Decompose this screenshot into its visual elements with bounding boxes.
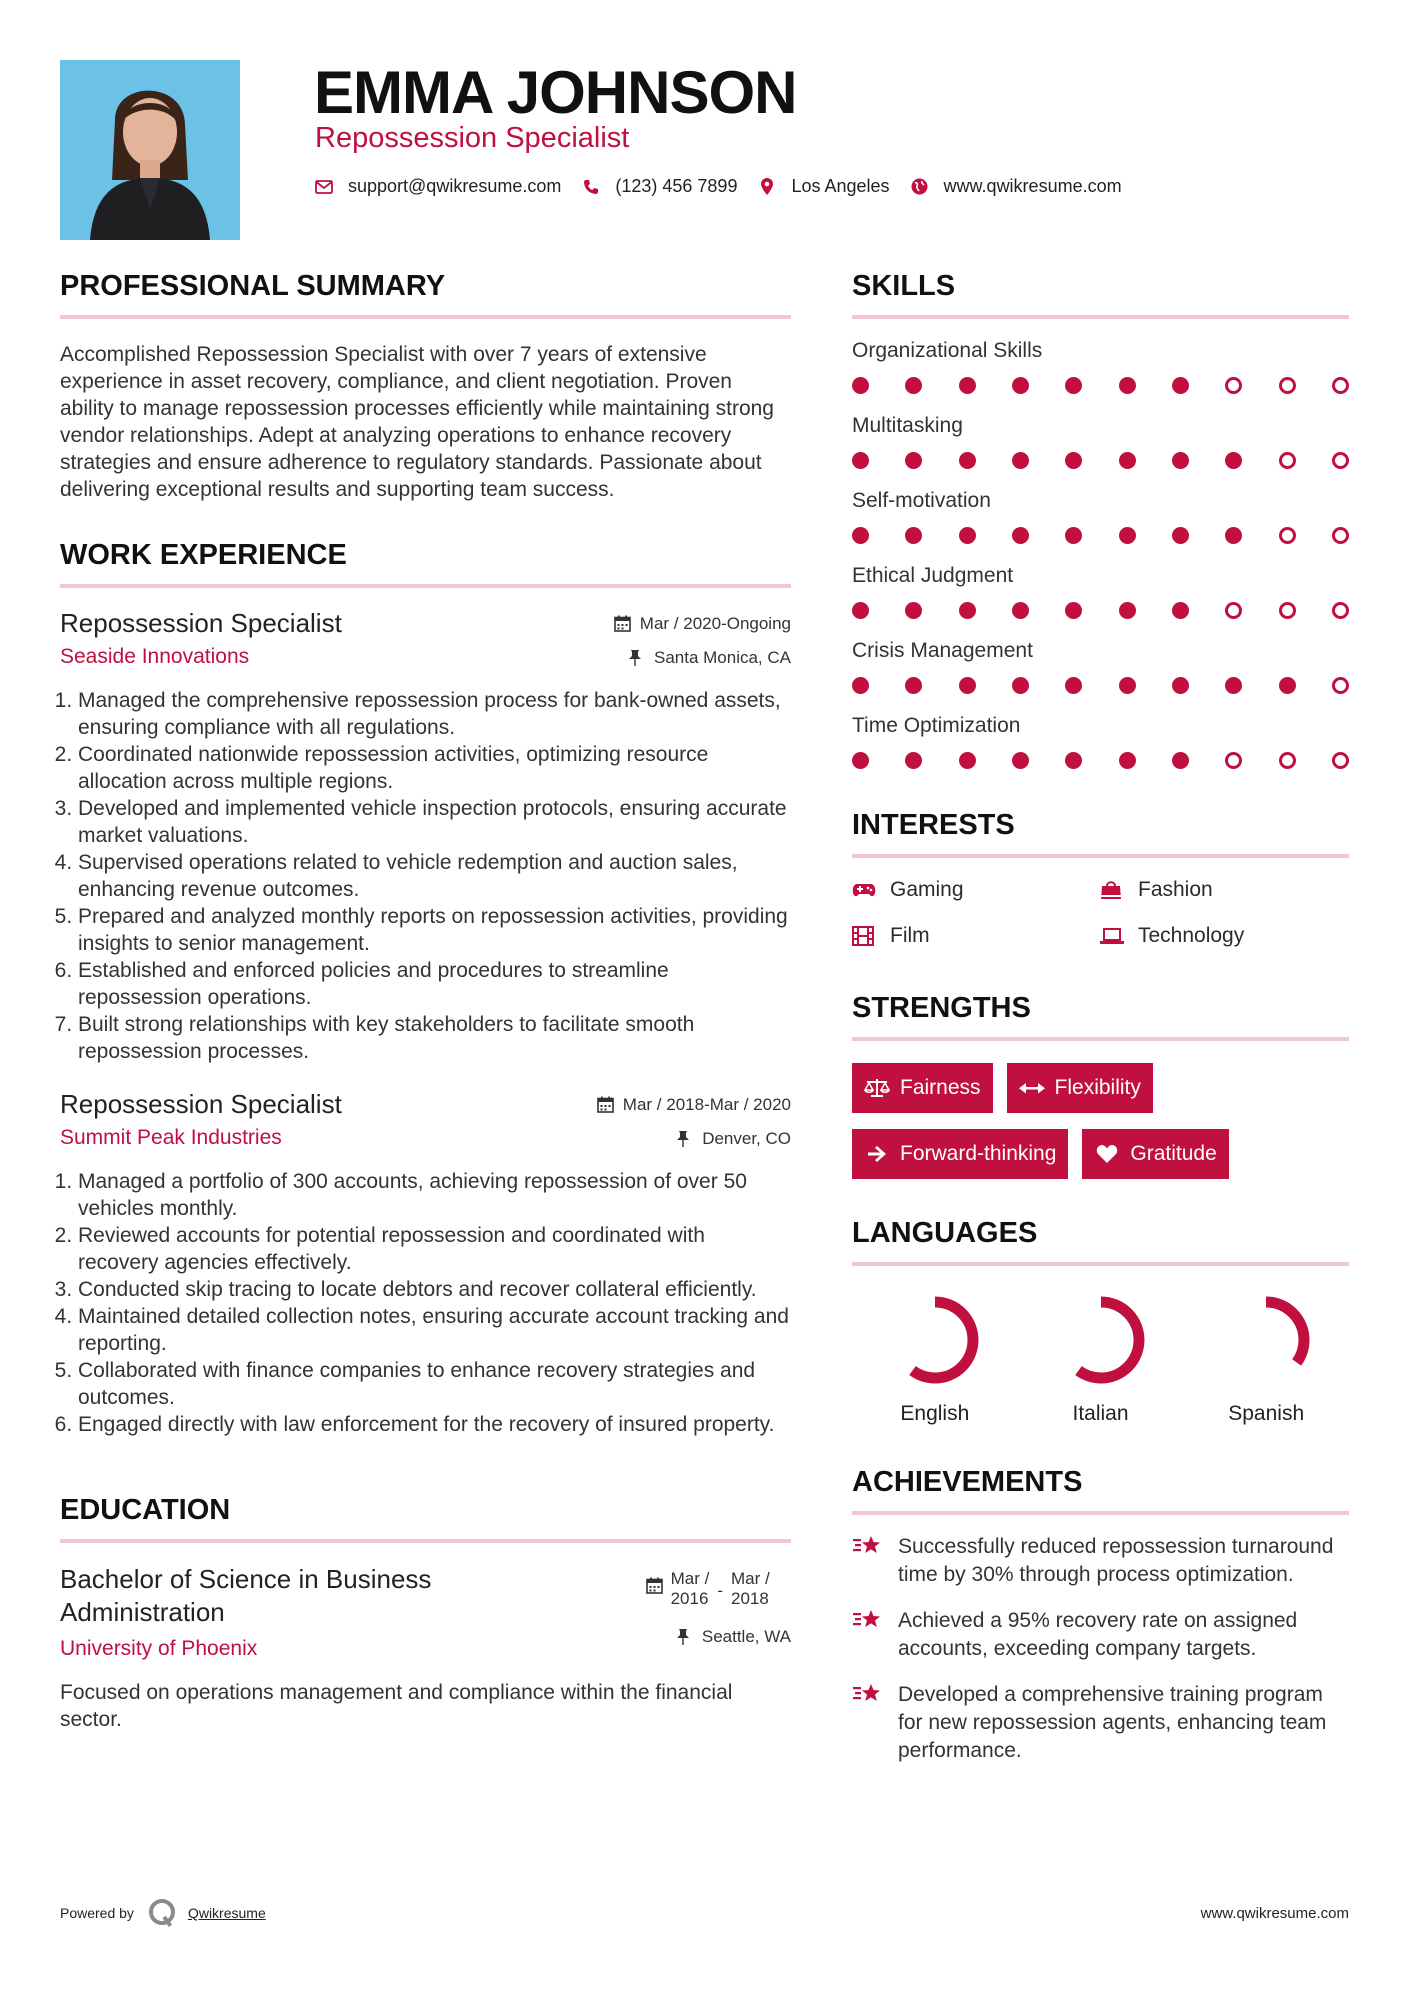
duty-item: 4. Maintained detailed collection notes, ensuring accurate account tracking and reporting. — [78, 1303, 791, 1357]
school-name: University of Phoenix — [60, 1637, 258, 1660]
rating-dot-filled — [959, 377, 976, 394]
rating-dot-filled — [852, 377, 869, 394]
scale-icon — [864, 1077, 890, 1099]
rating-dot-filled — [1119, 677, 1136, 694]
rating-dot-filled — [905, 377, 922, 394]
footer-powered-by — [60, 1898, 266, 1928]
rating-dot-filled — [905, 752, 922, 769]
rating-dot-empty — [1225, 602, 1242, 619]
contact-phone[interactable] — [581, 176, 737, 197]
candidate-name: EMMA JOHNSON — [314, 59, 797, 126]
rating-dot-filled — [852, 527, 869, 544]
strength-tag — [852, 1063, 993, 1113]
duty-item: 5. Collaborated with finance companies to enhance recovery strategies and outcomes. — [78, 1357, 791, 1411]
shooting-star-icon — [852, 1681, 884, 1709]
interest-label: Fashion — [1138, 878, 1213, 901]
calendar-icon — [646, 1577, 663, 1599]
skill-rating — [852, 677, 1349, 694]
skill-name: Time Optimization — [852, 714, 1021, 737]
language-name: English — [900, 1402, 970, 1425]
profile-photo — [60, 60, 240, 240]
skill-name: Self-motivation — [852, 489, 991, 512]
calendar-icon — [597, 1096, 615, 1114]
achievement-item — [852, 1533, 1349, 1589]
rating-dot-filled — [1119, 527, 1136, 544]
pushpin-icon — [676, 1628, 694, 1646]
duty-item: 3. Developed and implemented vehicle inspection protocols, ensuring accurate market valuations. — [78, 795, 791, 849]
duty-item: 1. Managed a portfolio of 300 accounts, achieving repossession of over 50 vehicles monthly. — [78, 1168, 791, 1222]
rating-dot-filled — [1065, 602, 1082, 619]
pushpin-icon — [628, 649, 646, 667]
rating-dot-filled — [905, 602, 922, 619]
edu-date-separator: - — [717, 1581, 723, 1600]
language-level-arc — [1228, 1302, 1304, 1378]
job-duties — [60, 687, 791, 1065]
interest-label: Gaming — [890, 878, 964, 901]
skill-item — [852, 414, 1349, 469]
rating-dot-filled — [1172, 452, 1189, 469]
rating-dot-filled — [1065, 377, 1082, 394]
languages-list — [852, 1290, 1349, 1426]
achievement-item — [852, 1681, 1349, 1765]
skill-item — [852, 564, 1349, 619]
rating-dot-filled — [959, 677, 976, 694]
contact-website[interactable] — [910, 176, 1122, 197]
contact-email[interactable] — [314, 176, 561, 197]
rating-dot-filled — [852, 452, 869, 469]
strength-label: Forward-thinking — [900, 1142, 1057, 1165]
skill-rating — [852, 752, 1349, 769]
achievement-text: Developed a comprehensive training program for new repossession agents, enhancing team performance. — [898, 1683, 1327, 1762]
phone-text: (123) 456 7899 — [615, 176, 738, 196]
achievements-list — [852, 1533, 1349, 1765]
rating-dot-empty — [1279, 527, 1296, 544]
achievement-item — [852, 1607, 1349, 1663]
job-dates: Mar / 2020-Ongoing — [639, 614, 791, 633]
rating-dot-empty — [1332, 452, 1349, 469]
achievements-heading: ACHIEVEMENTS — [852, 1466, 1349, 1515]
rating-dot-filled — [959, 527, 976, 544]
rating-dot-filled — [1012, 677, 1029, 694]
rating-dot-filled — [1172, 677, 1189, 694]
footer-site[interactable]: www.qwikresume.com — [1200, 1905, 1349, 1922]
skill-item — [852, 639, 1349, 694]
rating-dot-filled — [905, 677, 922, 694]
rating-dot-filled — [1012, 602, 1029, 619]
brand-link[interactable]: Qwikresume — [187, 1905, 266, 1921]
gamepad-icon — [852, 879, 878, 901]
language-item — [1018, 1290, 1184, 1426]
arrow-right-icon — [864, 1143, 890, 1165]
rating-dot-filled — [1012, 377, 1029, 394]
strength-tag — [1007, 1063, 1153, 1113]
job-entry — [60, 608, 791, 1065]
rating-dot-empty — [1332, 677, 1349, 694]
rating-dot-empty — [1332, 752, 1349, 769]
phone-icon — [581, 177, 601, 197]
shooting-star-icon — [852, 1533, 884, 1561]
rating-dot-empty — [1279, 752, 1296, 769]
language-name: Italian — [1072, 1402, 1129, 1425]
job-dates: Mar / 2018-Mar / 2020 — [622, 1095, 791, 1114]
duty-item: 6. Engaged directly with law enforcement for the recovery of insured property. — [78, 1411, 791, 1438]
film-icon — [852, 925, 878, 947]
shopping-bag-icon — [1100, 879, 1126, 901]
job-title: Repossession Specialist — [60, 1089, 342, 1119]
rating-dot-filled — [1119, 752, 1136, 769]
duty-item: 7. Built strong relationships with key stakeholders to facilitate smooth repossession processes. — [78, 1011, 791, 1065]
job-entry — [60, 1089, 791, 1438]
skill-item — [852, 339, 1349, 394]
language-level-ring — [1051, 1290, 1151, 1390]
skill-rating — [852, 602, 1349, 619]
rating-dot-empty — [1332, 602, 1349, 619]
rating-dot-filled — [1119, 452, 1136, 469]
language-item — [852, 1290, 1018, 1426]
strength-tag — [852, 1129, 1068, 1179]
duty-item: 5. Prepared and analyzed monthly reports on repossession activities, providing insights to senior management. — [78, 903, 791, 957]
skill-name: Ethical Judgment — [852, 564, 1014, 587]
experience-heading: WORK EXPERIENCE — [60, 539, 791, 588]
rating-dot-empty — [1332, 377, 1349, 394]
achievement-text: Achieved a 95% recovery rate on assigned accounts, exceeding company targets. — [898, 1609, 1298, 1660]
shooting-star-icon — [852, 1607, 884, 1635]
language-level-arc — [897, 1302, 973, 1378]
interest-item — [1100, 878, 1349, 902]
rating-dot-filled — [959, 602, 976, 619]
rating-dot-filled — [1172, 527, 1189, 544]
duty-item: 2. Coordinated nationwide repossession activities, optimizing resource allocation across multiple regions. — [78, 741, 791, 795]
rating-dot-filled — [1172, 377, 1189, 394]
language-name: Spanish — [1228, 1402, 1305, 1425]
strengths-list — [852, 1063, 1349, 1179]
achievement-text: Successfully reduced repossession turnaround time by 30% through process optimization. — [898, 1535, 1334, 1586]
interest-label: Film — [890, 924, 930, 947]
rating-dot-empty — [1332, 527, 1349, 544]
calendar-icon — [614, 615, 632, 633]
rating-dot-filled — [852, 752, 869, 769]
skill-name: Crisis Management — [852, 639, 1033, 662]
website-text: www.qwikresume.com — [943, 176, 1122, 196]
rating-dot-empty — [1225, 377, 1242, 394]
rating-dot-empty — [1279, 377, 1296, 394]
candidate-role: Repossession Specialist — [315, 122, 630, 154]
rating-dot-filled — [1012, 752, 1029, 769]
strength-label: Flexibility — [1054, 1076, 1141, 1099]
rating-dot-filled — [959, 752, 976, 769]
rating-dot-filled — [959, 452, 976, 469]
strengths-heading: STRENGTHS — [852, 992, 1349, 1041]
rating-dot-filled — [1119, 377, 1136, 394]
interests-list — [852, 878, 1349, 948]
contact-location — [757, 176, 889, 197]
skill-rating — [852, 452, 1349, 469]
skills-heading: SKILLS — [852, 270, 1349, 319]
rating-dot-filled — [1065, 452, 1082, 469]
education-heading: EDUCATION — [60, 1494, 791, 1543]
strength-tag — [1082, 1129, 1228, 1179]
map-pin-icon — [757, 177, 777, 197]
interest-item — [852, 924, 1100, 948]
language-item — [1183, 1290, 1349, 1426]
rating-dot-filled — [1065, 527, 1082, 544]
powered-by-text: Powered by — [60, 1905, 134, 1921]
rating-dot-filled — [1225, 677, 1242, 694]
rating-dot-filled — [1172, 752, 1189, 769]
contact-bar — [314, 176, 1142, 197]
skill-name: Organizational Skills — [852, 339, 1043, 362]
duty-item: 2. Reviewed accounts for potential repossession and coordinated with recovery agencies effectively. — [78, 1222, 791, 1276]
language-level-ring — [885, 1290, 985, 1390]
rating-dot-empty — [1225, 752, 1242, 769]
location-text: Los Angeles — [791, 176, 890, 196]
edu-start-year: 2016 — [670, 1589, 709, 1608]
rating-dot-filled — [1279, 677, 1296, 694]
strength-label: Fairness — [900, 1076, 981, 1099]
arrows-horizontal-icon — [1019, 1077, 1045, 1099]
rating-dot-filled — [1012, 452, 1029, 469]
interest-item — [1100, 924, 1349, 948]
job-location: Santa Monica, CA — [653, 648, 791, 667]
rating-dot-filled — [1065, 677, 1082, 694]
language-level-ring — [1216, 1290, 1316, 1390]
duty-item: 3. Conducted skip tracing to locate debtors and recover collateral efficiently. — [78, 1276, 791, 1303]
envelope-icon — [314, 177, 334, 197]
globe-icon — [910, 177, 930, 197]
pushpin-icon — [676, 1130, 694, 1148]
edu-location: Seattle, WA — [701, 1627, 791, 1646]
rating-dot-filled — [905, 452, 922, 469]
rating-dot-filled — [1012, 527, 1029, 544]
rating-dot-filled — [852, 677, 869, 694]
skills-list — [852, 339, 1349, 769]
interest-item — [852, 878, 1100, 902]
summary-heading: PROFESSIONAL SUMMARY — [60, 270, 791, 319]
job-title: Repossession Specialist — [60, 608, 342, 638]
edu-end-month: Mar / — [731, 1569, 770, 1588]
education-entry — [60, 1563, 791, 1733]
summary-text: Accomplished Repossession Specialist with over 7 years of extensive experience in asset recovery, compliance, and client negotiation. Proven ability to manage repossession processes efficiently while maintaining strong vendor relationships. Adept at analyzing operations to enhance recovery strategies and ensure adherence to regulatory standards. Passionate about delivering exceptional results and supporting team success. — [60, 343, 774, 501]
duty-item: 1. Managed the comprehensive repossession process for bank-owned assets, ensuring compliance with all regulations. — [78, 687, 791, 741]
skill-name: Multitasking — [852, 414, 963, 437]
qwikresume-logo-icon — [148, 1898, 178, 1928]
rating-dot-filled — [852, 602, 869, 619]
edu-start-month: Mar / — [670, 1569, 710, 1588]
rating-dot-filled — [1119, 602, 1136, 619]
duty-item: 4. Supervised operations related to vehicle redemption and auction sales, enhancing revenue outcomes. — [78, 849, 791, 903]
interest-label: Technology — [1138, 924, 1245, 947]
degree-title: Bachelor of Science in Business Administration — [60, 1564, 432, 1627]
rating-dot-filled — [1065, 752, 1082, 769]
skill-rating — [852, 527, 1349, 544]
languages-heading: LANGUAGES — [852, 1217, 1349, 1266]
skill-rating — [852, 377, 1349, 394]
job-company: Summit Peak Industries — [60, 1126, 282, 1149]
language-level-arc — [1063, 1302, 1139, 1378]
job-duties — [60, 1168, 791, 1438]
edu-end-year: 2018 — [731, 1589, 769, 1608]
laptop-icon — [1100, 925, 1126, 947]
rating-dot-empty — [1279, 452, 1296, 469]
skill-item — [852, 714, 1349, 769]
heart-icon — [1094, 1143, 1120, 1165]
skill-item — [852, 489, 1349, 544]
left-column — [60, 270, 791, 1733]
email-text: support@qwikresume.com — [348, 176, 562, 196]
rating-dot-filled — [1172, 602, 1189, 619]
interests-heading: INTERESTS — [852, 809, 1349, 858]
duty-item: 6. Established and enforced policies and procedures to streamline repossession operations. — [78, 957, 791, 1011]
rating-dot-filled — [905, 527, 922, 544]
strength-label: Gratitude — [1130, 1142, 1217, 1165]
right-column — [852, 270, 1349, 1765]
job-location: Denver, CO — [702, 1129, 791, 1148]
rating-dot-filled — [1225, 527, 1242, 544]
job-company: Seaside Innovations — [60, 645, 250, 668]
rating-dot-filled — [1225, 452, 1242, 469]
rating-dot-empty — [1279, 602, 1296, 619]
edu-description: Focused on operations management and compliance within the financial sector. — [60, 1681, 733, 1731]
